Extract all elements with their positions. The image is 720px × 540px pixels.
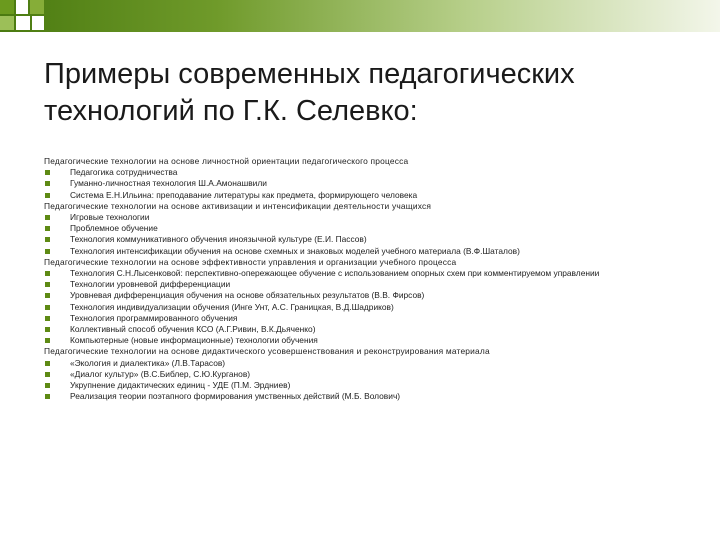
group-didactic-improvement (44, 346, 664, 402)
list-item (44, 290, 664, 301)
square-bullet-icon (45, 305, 50, 310)
square-bullet-icon (45, 372, 50, 377)
list-item-text: Компьютерные (новые информационные) технологии обучения (70, 335, 318, 346)
list-item-text: Гуманно-личностная технология Ш.А.Амонашвили (70, 178, 267, 189)
square-bullet-icon (45, 316, 50, 321)
decorative-square (30, 0, 44, 14)
list-item (44, 190, 664, 201)
list-item-text: «Диалог культур» (В.С.Библер, С.Ю.Курганов) (70, 368, 251, 379)
list-item-text: Технологии уровневой дифференциации (70, 279, 231, 290)
list-item (44, 380, 664, 391)
list-item-text: Уровневая дифференциация обучения на основе обязательных результатов (В.В. Фирсов) (70, 290, 425, 301)
group-personal-orientation (44, 156, 664, 201)
square-bullet-icon (45, 215, 50, 220)
square-bullet-icon (45, 327, 50, 332)
square-bullet-icon (45, 170, 50, 175)
square-bullet-icon (45, 181, 50, 186)
group-heading: Педагогические технологии на основе личностной ориентации педагогического процесса (44, 156, 409, 166)
group-management-efficiency (44, 257, 664, 347)
list-item-text: «Экология и диалектика» (Л.В.Тарасов) (70, 357, 226, 368)
square-bullet-icon (45, 249, 50, 254)
list-item-text: Система Е.Н.Ильина: преподавание литературы как предмета, формирующего человека (70, 189, 418, 200)
square-bullet-icon (45, 271, 50, 276)
list-item-text: Коллективный способ обучения КСО (А.Г.Ривин, В.К.Дьяченко) (70, 324, 316, 335)
list-item-text: Технология коммуникативного обучения иноязычной культуре (Е.И. Пассов) (70, 234, 367, 245)
slide-title: Примеры современных педагогических технологий по Г.К. Селевко: (44, 58, 575, 127)
decorative-square (0, 0, 14, 14)
square-bullet-icon (45, 193, 50, 198)
square-bullet-icon (45, 293, 50, 298)
list-item (44, 268, 664, 279)
bullet-list (44, 358, 664, 403)
decorative-square (16, 0, 28, 14)
decorative-square (32, 16, 44, 30)
list-item (44, 212, 664, 223)
list-item-text: Проблемное обучение (70, 223, 158, 234)
list-item-text: Игровые технологии (70, 212, 150, 223)
list-item (44, 167, 664, 178)
list-item-text: Технология индивидуализации обучения (Инге Унт, А.С. Границкая, В.Д.Шадриков) (70, 301, 394, 312)
header-gradient-band (0, 0, 720, 32)
list-item-text: Технология интенсификации обучения на основе схемных и знаковых моделей учебного материала (В.Ф.Шаталов) (70, 245, 520, 256)
slide-content (44, 156, 664, 402)
list-item (44, 302, 664, 313)
list-item-text: Укрупнение дидактических единиц - УДЕ (П.М. Эрдниев) (70, 380, 291, 391)
bullet-list (44, 268, 664, 346)
list-item (44, 246, 664, 257)
square-bullet-icon (45, 394, 50, 399)
list-item (44, 335, 664, 346)
list-item (44, 234, 664, 245)
list-item (44, 313, 664, 324)
list-item (44, 279, 664, 290)
square-bullet-icon (45, 338, 50, 343)
group-heading: Педагогические технологии на основе активизации и интенсификации деятельности учащихся (44, 200, 432, 211)
list-item (44, 358, 664, 369)
list-item (44, 223, 664, 234)
list-item (44, 324, 664, 335)
decorative-square (0, 16, 14, 30)
list-item-text: Реализация теории поэтапного формирования умственных действий (М.Б. Волович) (70, 391, 401, 402)
square-bullet-icon (45, 226, 50, 231)
square-bullet-icon (45, 282, 50, 287)
group-activation-intensification (44, 201, 664, 257)
square-bullet-icon (45, 361, 50, 366)
square-bullet-icon (45, 237, 50, 242)
list-item-text: Технология С.Н.Лысенковой: перспективно-опережающее обучение с использованием опорных схем при комментируемом управлении (70, 268, 600, 279)
group-heading: Педагогические технологии на основе эффективности управления и организации учебного процесса (44, 256, 457, 267)
bullet-list (44, 212, 664, 257)
list-item (44, 369, 664, 380)
list-item (44, 391, 664, 402)
decorative-square (16, 16, 30, 30)
group-heading: Педагогические технологии на основе дидактического усовершенствования и реконструирования материала (44, 346, 490, 357)
list-item (44, 178, 664, 189)
list-item-text: Педагогика сотрудничества (70, 167, 178, 178)
list-item-text: Технология программированного обучения (70, 312, 238, 323)
square-bullet-icon (45, 383, 50, 388)
bullet-list (44, 167, 664, 201)
